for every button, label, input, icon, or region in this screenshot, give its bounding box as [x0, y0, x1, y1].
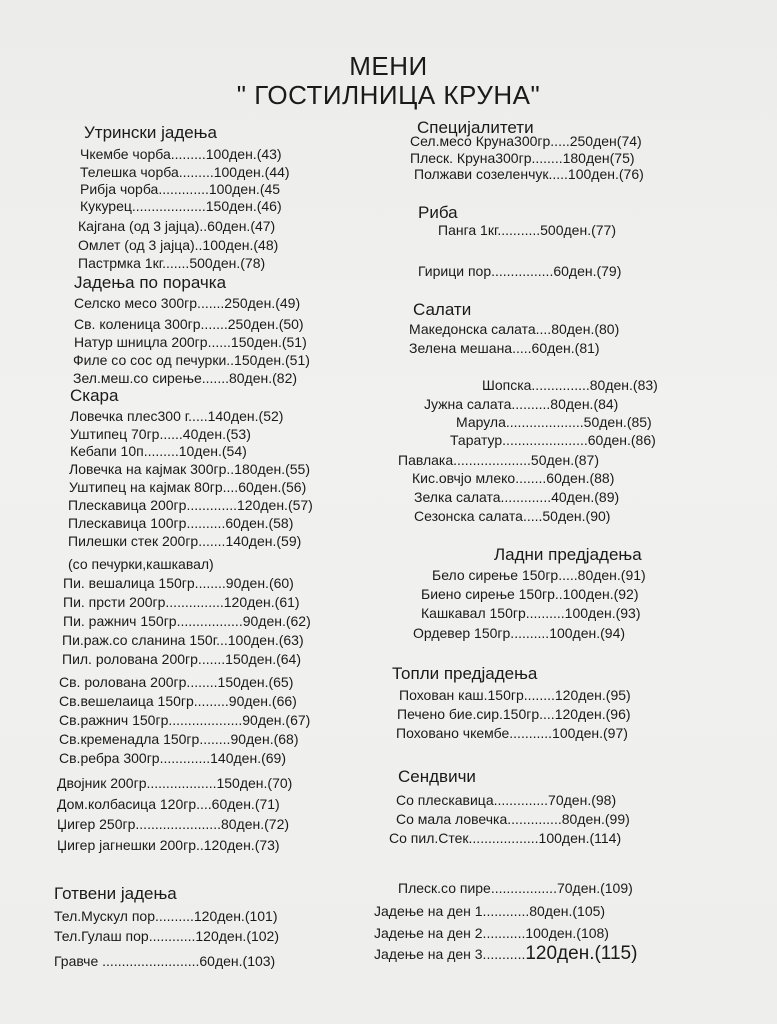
menu-item: Плеск. Круна300гр........180ден(75) — [410, 150, 635, 166]
menu-item: Кукурец...................150ден.(46) — [80, 198, 282, 214]
section-title-poracka: Јадења по порачка — [74, 273, 227, 292]
menu-item: Јужна салата..........80ден.(84) — [424, 396, 619, 412]
menu-item: Кис.овчјо млеко........60ден.(88) — [412, 470, 615, 486]
menu-item: Со пил.Стек..................100ден.(114) — [389, 830, 622, 846]
menu-item: Уштипец 70гр......40ден.(53) — [70, 426, 251, 442]
menu-item: Св.ребра 300гр.............140ден.(69) — [59, 750, 286, 766]
menu-item: Телешка чорба.........100ден.(44) — [80, 164, 290, 180]
menu-item: Македонска салата....80ден.(80) — [409, 321, 620, 337]
section-title-salati: Салати — [413, 300, 472, 319]
menu-item: Јадење на ден 2...........100ден.(108) — [374, 925, 609, 941]
menu-item-label: Јадење на ден 3........... — [374, 946, 526, 962]
menu-item: Поховaн каш.150гр........120ден.(95) — [399, 687, 631, 703]
menu-item: Зелка салата.............40ден.(89) — [414, 489, 620, 505]
menu-item: Кашкавал 150гр..........100ден.(93) — [421, 605, 641, 621]
section-title-topli: Топли предјадења — [392, 664, 538, 683]
menu-item: Пастрмка 1кг.......500ден.(78) — [78, 255, 266, 271]
menu-item: Плескавица 200гр.............120ден.(57) — [68, 497, 313, 513]
menu-item: Уштипец на кајмак 80гр....60ден.(56) — [69, 479, 307, 495]
menu-item: Сезонска салата.....50ден.(90) — [414, 508, 611, 524]
menu-item: Гравче .........................60ден.(103) — [54, 953, 276, 969]
section-title-specijaliteti: Специјалитети — [417, 118, 534, 137]
menu-item: Со мала ловечка..............80ден.(99) — [396, 811, 630, 827]
section-title-ladni: Ладни предјадења — [494, 545, 642, 564]
menu-item: Тел.Мускул пор..........120ден.(101) — [54, 908, 278, 924]
menu-item: Јадење на ден 1............80ден.(105) — [374, 903, 606, 919]
menu-item: Шопска...............80ден.(83) — [482, 377, 658, 393]
menu-item: Бело сирење 150гр.....80ден.(91) — [432, 567, 646, 583]
menu-item: Св.кременадла 150гр........90ден.(68) — [59, 731, 299, 747]
menu-item: Павлака....................50ден.(87) — [398, 452, 599, 468]
menu-header — [0, 52, 777, 110]
menu-item: Џигер јагнешки 200гр..120ден.(73) — [57, 837, 280, 853]
menu-item: Плеск.со пире.................70ден.(109) — [398, 880, 633, 896]
menu-item: Плескавица 100гр..........60ден.(58) — [68, 515, 294, 531]
menu-item: Пил. ролована 200гр.......150ден.(64) — [62, 651, 301, 667]
menu-item: Панга 1кг...........500ден.(77) — [438, 222, 616, 238]
menu-item: Пи. вешалица 150гр........90ден.(60) — [63, 575, 294, 591]
menu-item: Рибја чорба.............100ден.(45 — [80, 181, 281, 197]
menu-item: Кајгана (од 3 јајца)..60ден.(47) — [78, 218, 276, 234]
menu-item: Дом.колбасица 120гр....60ден.(71) — [57, 796, 280, 812]
menu-item: Омлет (од 3 јајца)..100ден.(48) — [78, 237, 279, 253]
menu-item: Гирици пор................60ден.(79) — [418, 263, 622, 279]
section-title-skara: Скара — [70, 386, 119, 405]
menu-item: Ловечка на кајмак 300гр..180ден.(55) — [69, 461, 311, 477]
menu-item: Зел.меш.со сирење.......80ден.(82) — [73, 370, 298, 386]
menu-item — [374, 943, 638, 964]
restaurant-name: " ГОСТИЛНИЦА КРУНА" — [236, 80, 541, 110]
menu-item: Таратур......................60ден.(86) — [450, 432, 656, 448]
menu-item: Филе со сос од печурки..150ден.(51) — [73, 352, 310, 368]
menu-item: Пилешки стек 200гр.......140ден.(59) — [68, 533, 302, 549]
menu-item: Селско месо 300гр.......250ден.(49) — [74, 295, 301, 311]
menu-item: Биено сирење 150гр..100ден.(92) — [421, 586, 639, 602]
menu-item: Ловечка плес300 г.....140ден.(52) — [70, 408, 284, 424]
menu-item: Ордевер 150гр..........100ден.(94) — [413, 625, 626, 641]
menu-item: Печено бие.сир.150гр....120ден.(96) — [397, 706, 631, 722]
menu-item: Св. коленица 300гр.......250ден.(50) — [74, 316, 304, 332]
menu-item: Натур шницла 200гр......150ден.(51) — [74, 334, 307, 350]
menu-item: Двојник 200гр..................150ден.(70) — [57, 775, 293, 791]
section-title-utrinski: Утрински јадењa — [84, 123, 217, 142]
menu-item: Пи. ражнич 150гр.................90ден.(62) — [63, 613, 311, 629]
menu-item: Пи.раж.со сланина 150г...100ден.(63) — [62, 632, 304, 648]
menu-item: Поховано чкембе...........100ден.(97) — [396, 725, 628, 741]
menu-item: Св.вешелаица 150гр.........90ден.(66) — [59, 693, 297, 709]
menu-item-price: 120ден.(115) — [525, 943, 638, 964]
menu-title: МЕНИ — [349, 51, 428, 81]
menu-item: Марула....................50ден.(85) — [456, 414, 652, 430]
menu-item: Тел.Гулаш пор............120ден.(102) — [54, 928, 280, 944]
menu-item: Зелена мешана.....60ден.(81) — [409, 340, 600, 356]
menu-item: Кебапи 10п.........10ден.(54) — [70, 443, 247, 459]
menu-item: Џигер 250гр......................80ден.(72) — [57, 816, 290, 832]
menu-item: Полжави созеленчук.....100ден.(76) — [414, 166, 644, 182]
menu-item: Со плескавица..............70ден.(98) — [396, 792, 617, 808]
menu-item: Св. ролована 200гр........150ден.(65) — [59, 674, 294, 690]
section-title-gotveni: Готвени јадењa — [54, 884, 177, 903]
section-title-riba: Риба — [418, 203, 458, 222]
menu-item: Сел.месо Круна300гр.....250ден(74) — [410, 133, 642, 149]
menu-item: Пи. прсти 200гр...............120ден.(61) — [63, 594, 300, 610]
menu-item: Св.ражнич 150гр...................90ден.(67) — [59, 712, 311, 728]
menu-item-note: (со печурки,кашкавал) — [68, 556, 214, 572]
menu-item: Чкембе чорба.........100ден.(43) — [80, 146, 282, 162]
section-title-sendvici: Сендвичи — [398, 767, 476, 786]
